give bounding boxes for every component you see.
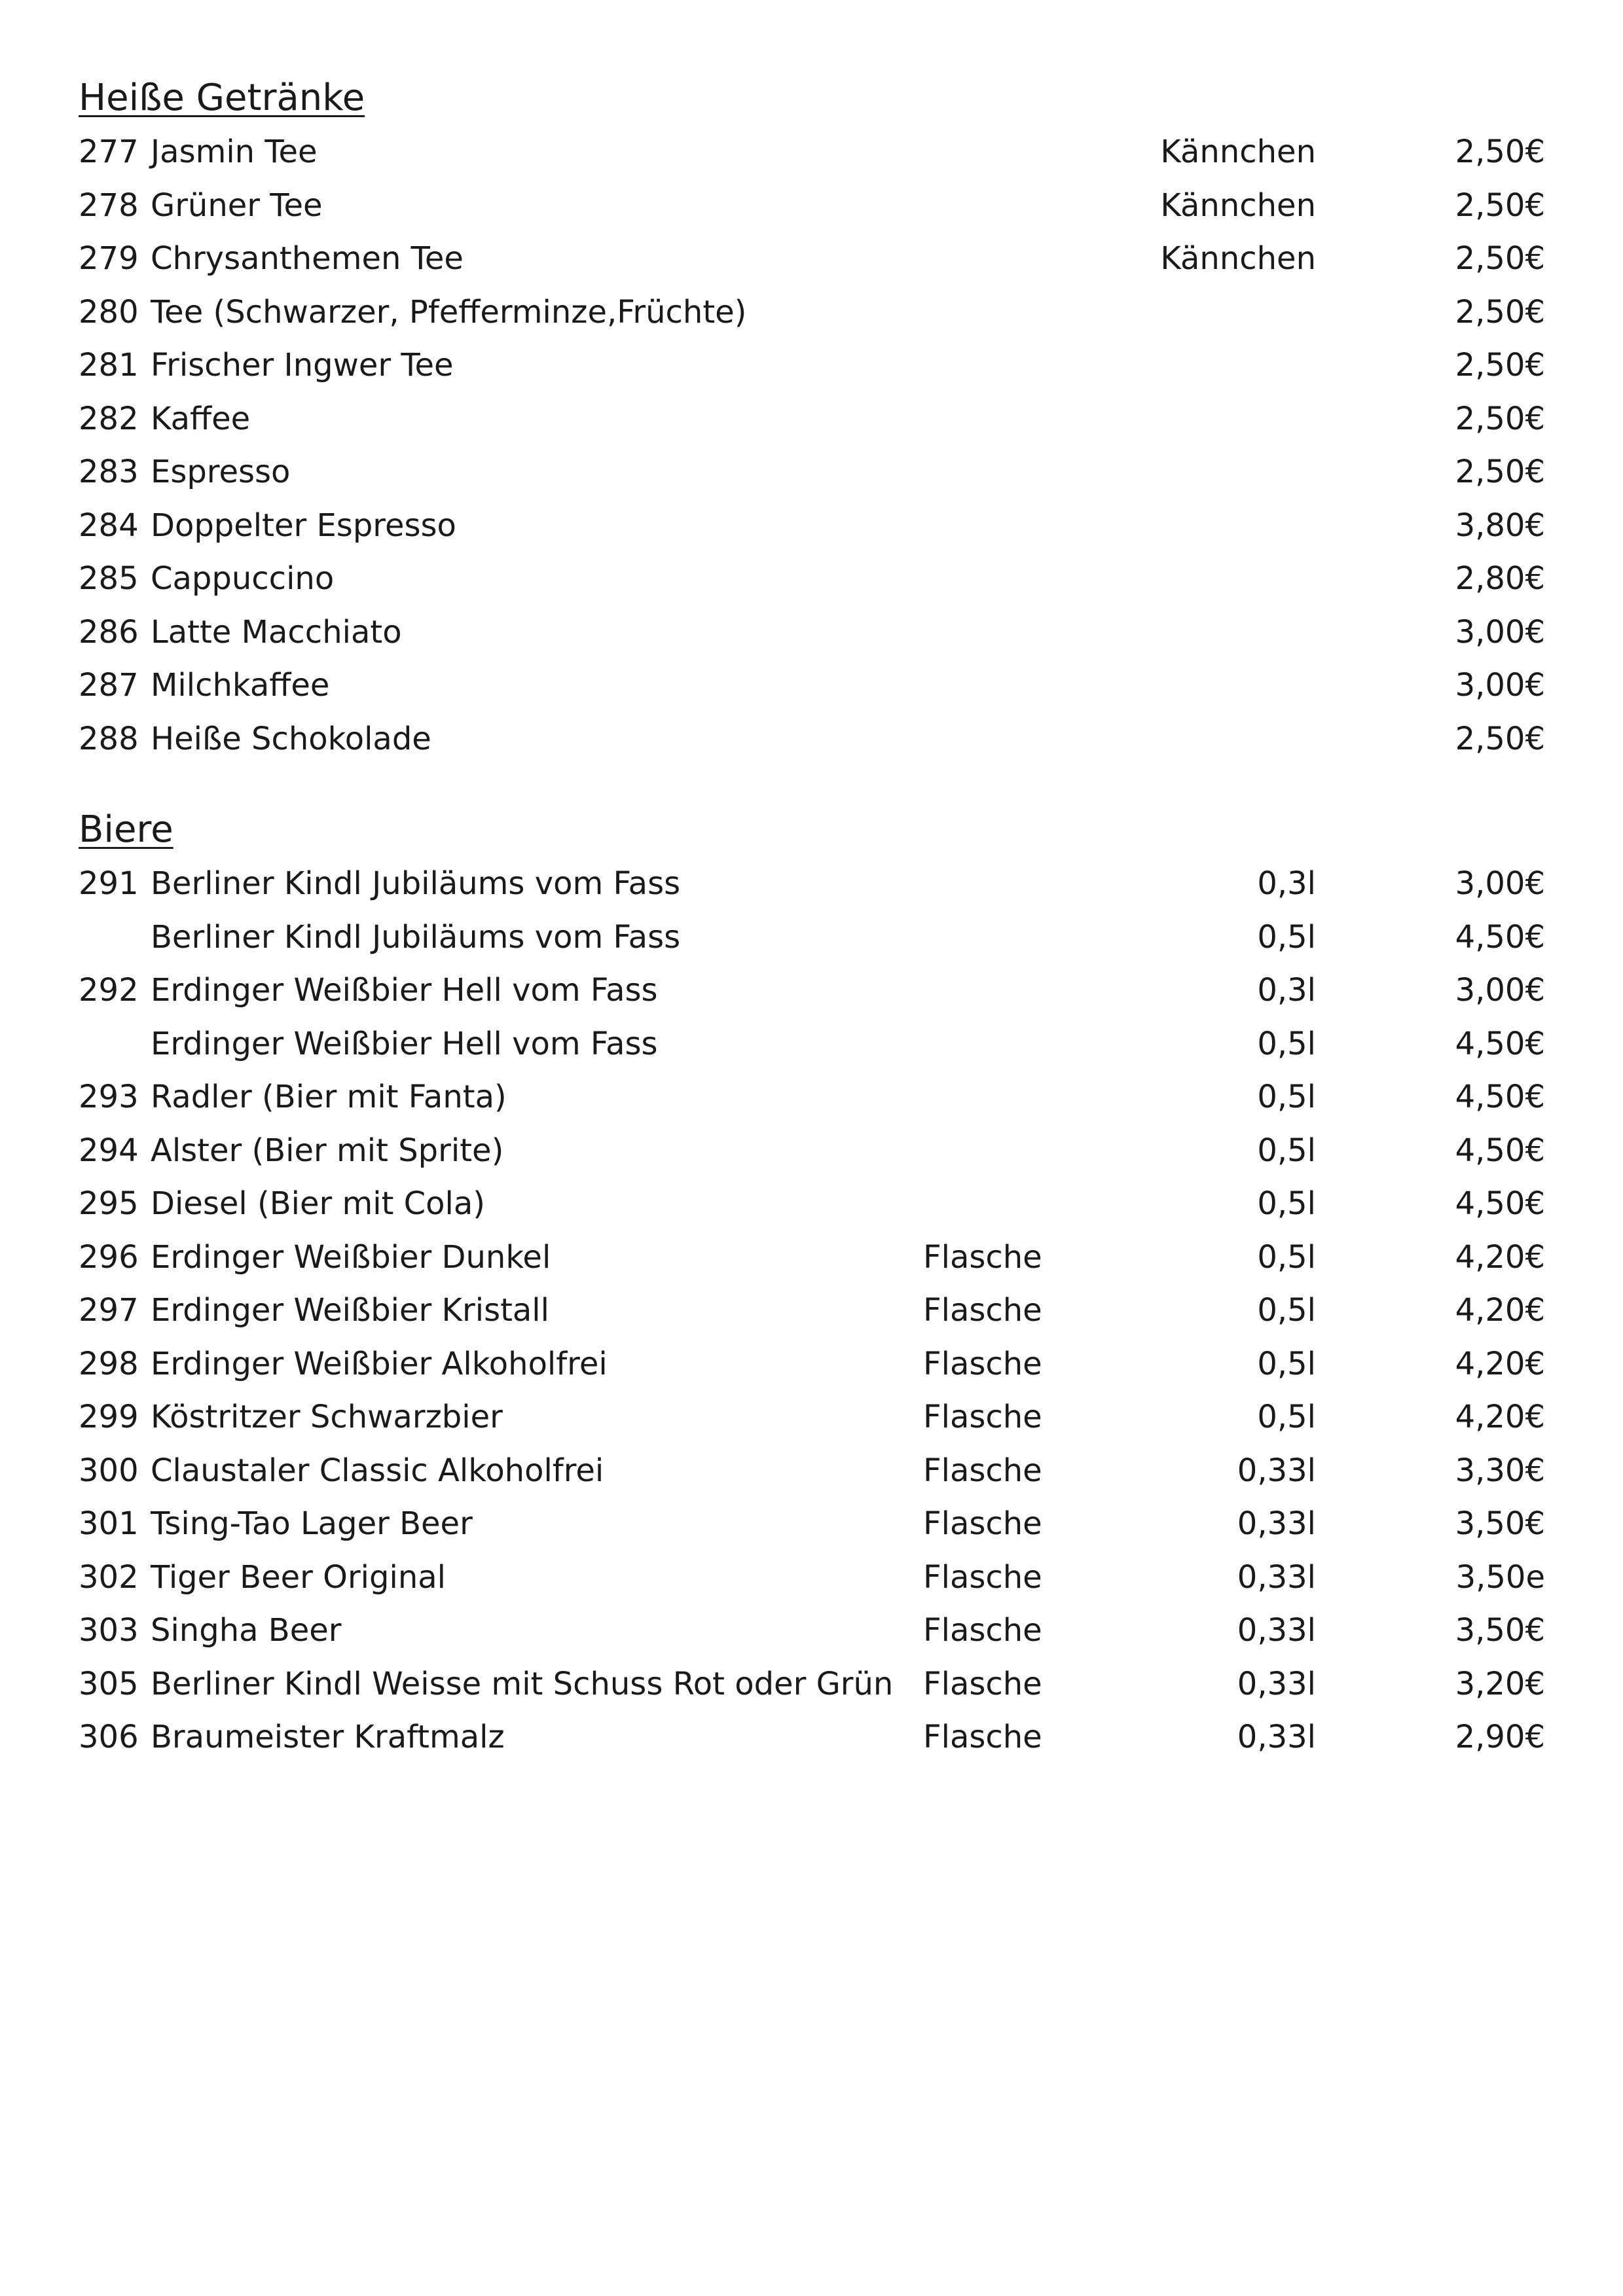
item-name: Chrysanthemen Tee xyxy=(151,240,464,277)
item-price: 2,50€ xyxy=(1455,134,1545,170)
item-unit: 0,33l xyxy=(1237,1719,1316,1755)
item-packaging: Flasche xyxy=(923,1292,1042,1329)
item-price: 3,30€ xyxy=(1455,1452,1545,1489)
item-number: 303 xyxy=(79,1612,139,1649)
section-heading: Biere xyxy=(79,808,173,851)
item-list xyxy=(79,126,1545,766)
item-number: 280 xyxy=(79,293,139,331)
item-packaging: Flasche xyxy=(923,1238,1042,1276)
menu-item-row xyxy=(79,713,1545,766)
item-unit: 0,5l xyxy=(1257,1238,1316,1276)
item-unit: Kännchen xyxy=(1160,134,1316,170)
item-price: 4,50€ xyxy=(1455,1132,1545,1169)
item-unit: 0,5l xyxy=(1257,918,1316,956)
item-name: Claustaler Classic Alkoholfrei xyxy=(151,1452,604,1489)
menu-item-row xyxy=(79,1231,1545,1285)
menu-item-row xyxy=(79,1018,1545,1071)
item-number: 300 xyxy=(79,1452,139,1489)
item-packaging: Flasche xyxy=(923,1612,1042,1649)
item-packaging: Flasche xyxy=(923,1558,1042,1596)
item-name: Tiger Beer Original xyxy=(151,1558,446,1596)
item-price: 3,00€ xyxy=(1455,613,1545,651)
menu-item-row xyxy=(79,393,1545,446)
item-unit: 0,33l xyxy=(1237,1665,1316,1702)
item-unit: 0,5l xyxy=(1257,1132,1316,1169)
menu-item-row xyxy=(79,911,1545,965)
menu-item-row xyxy=(79,232,1545,286)
menu-item-row xyxy=(79,964,1545,1018)
menu-item-row xyxy=(79,552,1545,606)
menu-item-row xyxy=(79,179,1545,233)
item-number: 306 xyxy=(79,1719,139,1755)
item-price: 2,50€ xyxy=(1455,187,1545,224)
item-name: Diesel (Bier mit Cola) xyxy=(151,1185,486,1222)
item-number: 292 xyxy=(79,972,139,1009)
menu-item-row xyxy=(79,606,1545,660)
menu-item-row xyxy=(79,1498,1545,1551)
item-list xyxy=(79,857,1545,1765)
item-price: 4,20€ xyxy=(1455,1399,1545,1435)
item-price: 3,00€ xyxy=(1455,972,1545,1009)
item-number: 287 xyxy=(79,667,139,704)
item-number: 279 xyxy=(79,240,139,277)
item-unit: 0,5l xyxy=(1257,1345,1316,1382)
item-unit: 0,33l xyxy=(1237,1505,1316,1542)
item-price: 3,50€ xyxy=(1455,1612,1545,1649)
item-price: 2,50€ xyxy=(1455,454,1545,490)
item-unit: Kännchen xyxy=(1160,240,1316,277)
item-name: Berliner Kindl Jubiläums vom Fass xyxy=(151,918,681,956)
menu-item-row xyxy=(79,1124,1545,1178)
item-number: 294 xyxy=(79,1132,139,1169)
item-name: Milchkaffee xyxy=(151,667,330,704)
menu-item-row xyxy=(79,446,1545,499)
menu-item-row xyxy=(79,1551,1545,1605)
item-number: 293 xyxy=(79,1079,139,1115)
item-number: 295 xyxy=(79,1185,139,1222)
item-name: Berliner Kindl Jubiläums vom Fass xyxy=(151,865,681,902)
item-name: Erdinger Weißbier Dunkel xyxy=(151,1238,551,1276)
item-unit: 0,3l xyxy=(1257,865,1316,902)
item-number: 278 xyxy=(79,187,139,224)
menu-item-row xyxy=(79,1658,1545,1712)
menu-item-row xyxy=(79,1338,1545,1391)
item-number: 301 xyxy=(79,1505,139,1542)
item-name: Berliner Kindl Weisse mit Schuss Rot oder Grün xyxy=(151,1665,894,1702)
item-packaging: Flasche xyxy=(923,1719,1042,1755)
item-number: 281 xyxy=(79,347,139,384)
section-beers xyxy=(79,802,1545,1765)
section-heading: Heiße Getränke xyxy=(79,77,365,119)
item-price: 4,20€ xyxy=(1455,1238,1545,1276)
item-unit: Kännchen xyxy=(1160,187,1316,224)
item-number: 282 xyxy=(79,400,139,437)
item-unit: 0,3l xyxy=(1257,972,1316,1009)
item-number: 302 xyxy=(79,1558,139,1596)
menu-item-row xyxy=(79,286,1545,340)
item-number: 305 xyxy=(79,1665,139,1702)
item-price: 3,80€ xyxy=(1455,507,1545,544)
item-name: Doppelter Espresso xyxy=(151,507,456,544)
item-name: Tee (Schwarzer, Pfefferminze,Früchte) xyxy=(151,293,747,331)
item-name: Cappuccino xyxy=(151,560,335,597)
item-price: 3,20€ xyxy=(1455,1665,1545,1702)
item-unit: 0,33l xyxy=(1237,1558,1316,1596)
menu-item-row xyxy=(79,659,1545,713)
item-name: Tsing-Tao Lager Beer xyxy=(151,1505,473,1542)
item-packaging: Flasche xyxy=(923,1452,1042,1489)
item-price: 2,90€ xyxy=(1455,1719,1545,1755)
item-price: 3,50€ xyxy=(1455,1505,1545,1542)
item-price: 4,20€ xyxy=(1455,1345,1545,1382)
menu-item-row xyxy=(79,339,1545,393)
item-number: 296 xyxy=(79,1238,139,1276)
item-name: Köstritzer Schwarzbier xyxy=(151,1399,503,1435)
item-price: 2,80€ xyxy=(1455,560,1545,597)
item-name: Erdinger Weißbier Hell vom Fass xyxy=(151,972,658,1009)
item-name: Kaffee xyxy=(151,400,251,437)
item-name: Grüner Tee xyxy=(151,187,323,224)
item-unit: 0,33l xyxy=(1237,1452,1316,1489)
item-price: 4,50€ xyxy=(1455,1185,1545,1222)
item-unit: 0,33l xyxy=(1237,1612,1316,1649)
item-name: Erdinger Weißbier Alkoholfrei xyxy=(151,1345,608,1382)
item-name: Espresso xyxy=(151,454,291,490)
item-number: 286 xyxy=(79,613,139,651)
item-number: 277 xyxy=(79,134,139,170)
menu-item-row xyxy=(79,1177,1545,1231)
item-number: 297 xyxy=(79,1292,139,1329)
item-name: Erdinger Weißbier Kristall xyxy=(151,1292,549,1329)
item-name: Alster (Bier mit Sprite) xyxy=(151,1132,504,1169)
item-price: 2,50€ xyxy=(1455,347,1545,384)
item-price: 2,50€ xyxy=(1455,720,1545,757)
item-price: 4,50€ xyxy=(1455,918,1545,956)
menu-item-row xyxy=(79,1711,1545,1765)
item-price: 3,50e xyxy=(1455,1558,1545,1596)
item-price: 4,20€ xyxy=(1455,1292,1545,1329)
item-name: Latte Macchiato xyxy=(151,613,402,651)
item-number: 298 xyxy=(79,1345,139,1382)
item-unit: 0,5l xyxy=(1257,1079,1316,1115)
item-price: 2,50€ xyxy=(1455,293,1545,331)
item-number: 284 xyxy=(79,507,139,544)
item-price: 3,00€ xyxy=(1455,667,1545,704)
item-packaging: Flasche xyxy=(923,1665,1042,1702)
item-name: Jasmin Tee xyxy=(151,134,318,170)
item-packaging: Flasche xyxy=(923,1505,1042,1542)
menu-item-row xyxy=(79,499,1545,553)
item-packaging: Flasche xyxy=(923,1345,1042,1382)
item-name: Erdinger Weißbier Hell vom Fass xyxy=(151,1025,658,1062)
item-packaging: Flasche xyxy=(923,1399,1042,1435)
item-name: Frischer Ingwer Tee xyxy=(151,347,454,384)
menu-item-row xyxy=(79,1071,1545,1124)
item-price: 4,50€ xyxy=(1455,1079,1545,1115)
item-name: Radler (Bier mit Fanta) xyxy=(151,1079,507,1115)
item-number: 299 xyxy=(79,1399,139,1435)
item-unit: 0,5l xyxy=(1257,1185,1316,1222)
item-price: 2,50€ xyxy=(1455,400,1545,437)
item-number: 291 xyxy=(79,865,139,902)
item-name: Heiße Schokolade xyxy=(151,720,431,757)
menu-item-row xyxy=(79,1444,1545,1498)
item-number: 288 xyxy=(79,720,139,757)
menu-item-row xyxy=(79,1284,1545,1338)
item-unit: 0,5l xyxy=(1257,1292,1316,1329)
menu-item-row xyxy=(79,857,1545,911)
item-unit: 0,5l xyxy=(1257,1025,1316,1062)
item-name: Singha Beer xyxy=(151,1612,342,1649)
item-number: 285 xyxy=(79,560,139,597)
item-number: 283 xyxy=(79,454,139,490)
menu-item-row xyxy=(79,1391,1545,1444)
item-name: Braumeister Kraftmalz xyxy=(151,1719,505,1755)
item-unit: 0,5l xyxy=(1257,1399,1316,1435)
menu-item-row xyxy=(79,1604,1545,1658)
item-price: 4,50€ xyxy=(1455,1025,1545,1062)
menu-item-row xyxy=(79,126,1545,179)
section-hot-drinks xyxy=(79,71,1545,766)
item-price: 2,50€ xyxy=(1455,240,1545,277)
item-price: 3,00€ xyxy=(1455,865,1545,902)
